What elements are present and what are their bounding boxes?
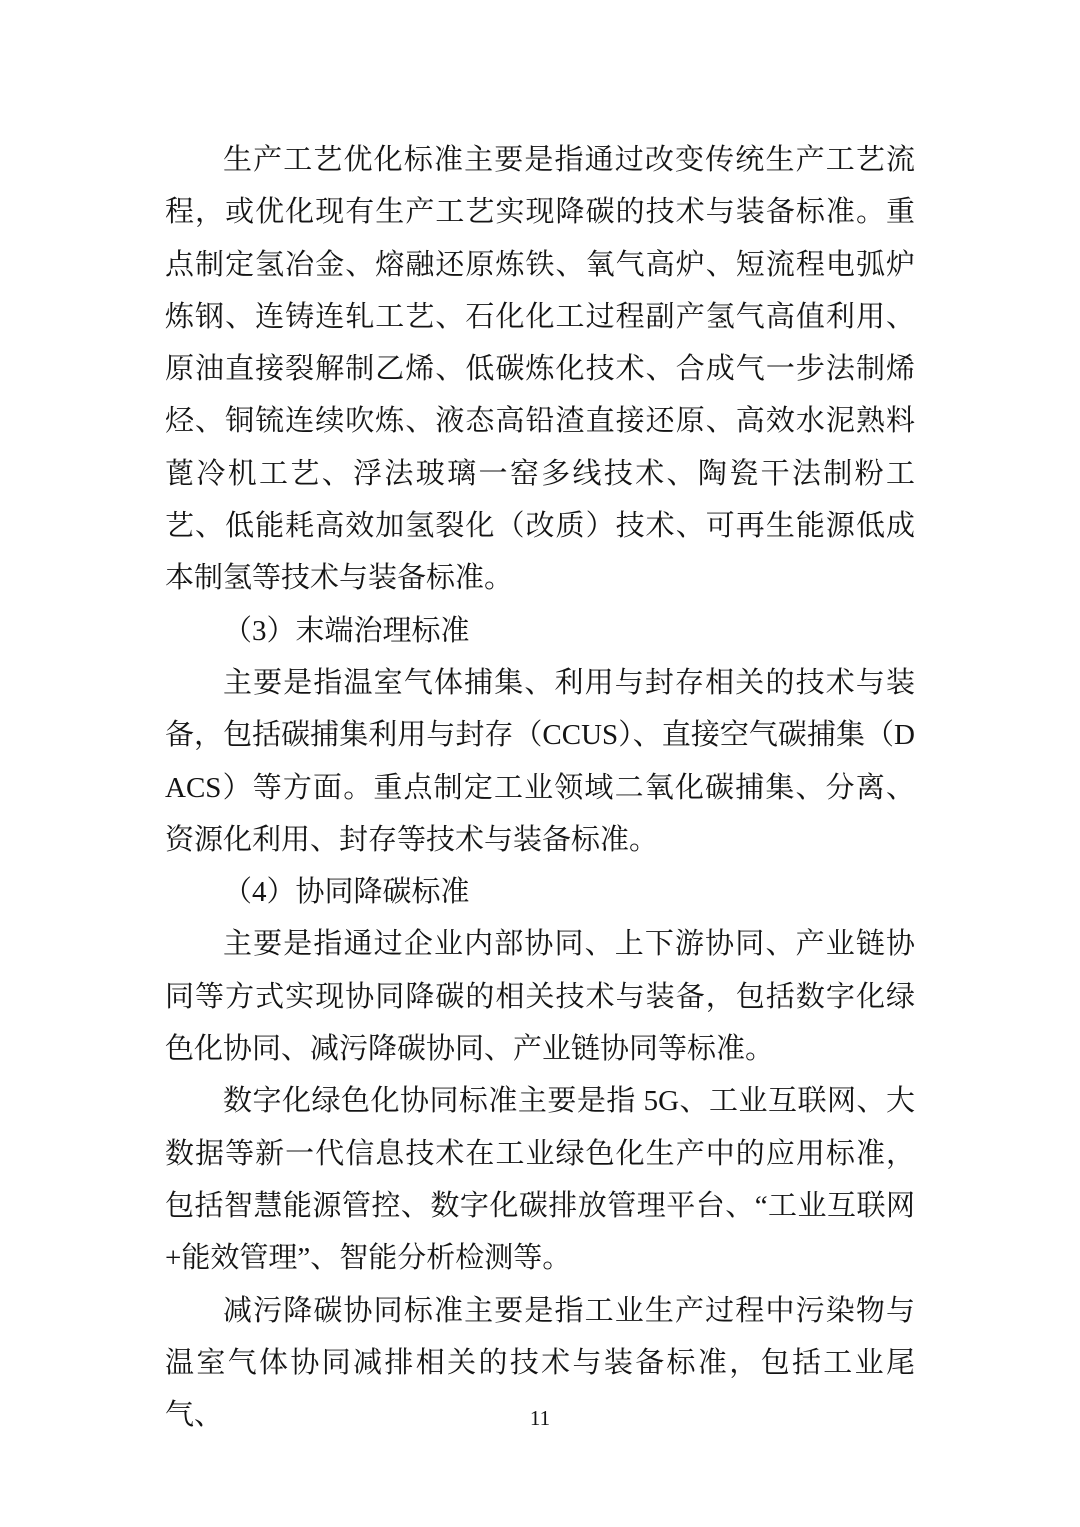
paragraph-production-process-optimization: 生产工艺优化标准主要是指通过改变传统生产工艺流程，或优化现有生产工艺实现降碳的技术与装备标准。重点制定氢冶金、熔融还原炼铁、氧气高炉、短流程电弧炉炼钢、连铸连轧工艺、石化化工过程副产氢气高值利用、原油直接裂解制乙烯、低碳炼化技术、合成气一步法制烯烃、铜锍连续吹炼、液态高铅渣直接还原、高效水泥熟料蓖冷机工艺、浮法玻璃一窑多线技术、陶瓷干法制粉工艺、低能耗高效加氢裂化（改质）技术、可再生能源低成本制氢等技术与装备标准。 — [165, 144, 915, 595]
document-text-body — [165, 134, 915, 1441]
heading-end-of-pipe-treatment-standards: （3）末端治理标准 — [223, 614, 470, 647]
paragraph-digital-green-synergy: 数字化绿色化协同标准主要是指 5G、工业互联网、大数据等新一代信息技术在工业绿色化生产中的应用标准，包括智慧能源管控、数字化碳排放管理平台、“工业互联网+能效管理”、智能分析检测等。 — [165, 1085, 915, 1275]
paragraph-synergistic-carbon-reduction: 主要是指通过企业内部协同、上下游协同、产业链协同等方式实现协同降碳的相关技术与装备，包括数字化绿色化协同、减污降碳协同、产业链协同等标准。 — [165, 928, 915, 1066]
paragraph-end-of-pipe-treatment: 主要是指温室气体捕集、利用与封存相关的技术与装备，包括碳捕集利用与封存（CCUS）、直接空气碳捕集（DACS）等方面。重点制定工业领域二氧化碳捕集、分离、资源化利用、封存等技术与装备标准。 — [165, 666, 915, 856]
paragraph-pollution-carbon-synergy: 减污降碳协同标准主要是指工业生产过程中污染物与温室气体协同减排相关的技术与装备标准，包括工业尾气、 — [165, 1294, 915, 1432]
heading-synergistic-carbon-reduction-standards: （4）协同降碳标准 — [223, 876, 470, 909]
page-number: 11 — [529, 1406, 551, 1430]
